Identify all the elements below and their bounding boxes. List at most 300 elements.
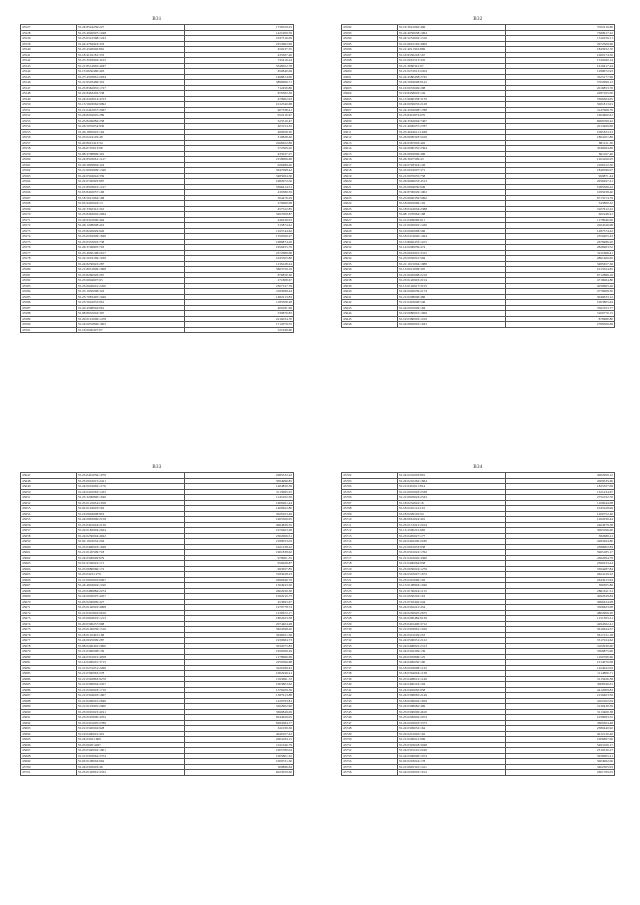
row-id-cell: 45604 — [342, 91, 398, 97]
code-cell: 35.24:4904004:1190 — [76, 583, 185, 589]
value-cell: 479902.93 — [185, 96, 294, 102]
data-table — [20, 24, 294, 333]
row-id-cell: 45637 — [342, 272, 398, 278]
value-cell: 1911046.79 — [185, 742, 294, 748]
value-cell: 1804101.86 — [506, 135, 615, 141]
code-cell: 35.05:9405918:13 — [76, 201, 185, 207]
value-cell: 1530260.14 — [506, 58, 615, 64]
row-id-cell: 45715 — [342, 544, 398, 550]
code-cell: 35.21:0300008:159 — [76, 649, 185, 655]
value-cell: 2751032.70 — [506, 495, 615, 501]
code-cell: 35.24:0306096:1074 — [397, 753, 506, 759]
code-cell: 35.24:6367003:402 — [397, 140, 506, 146]
value-cell: 3183998.44 — [185, 289, 294, 295]
code-cell: 35.25:4326046:891 — [76, 47, 185, 53]
value-cell: 2302006.51 — [185, 533, 294, 539]
code-cell: 35.21:0409060:611 — [397, 217, 506, 223]
row-id-cell: 45615 — [342, 151, 398, 157]
value-cell: 4102102.04 — [506, 698, 615, 704]
row-id-cell: 45589 — [21, 316, 77, 322]
value-cell: 1193691.72 — [185, 676, 294, 682]
code-cell: 35.21:0103905:2960 — [76, 704, 185, 710]
code-cell: 35.25:0680069:172 — [76, 566, 185, 572]
row-id-cell: 45704 — [342, 484, 398, 490]
value-cell: 1845952.70 — [506, 47, 615, 53]
code-cell: 35.25:0224105:48 — [76, 135, 185, 141]
row-id-cell: 45701 — [21, 770, 77, 776]
row-id-cell: 45658 — [21, 533, 77, 539]
row-id-cell: 45555 — [21, 129, 77, 135]
value-cell: 3485657.36 — [506, 261, 615, 267]
value-cell: 2956297.21 — [506, 179, 615, 185]
code-cell: 35.25:0904019:1213 — [76, 616, 185, 622]
value-cell: 2786306.66 — [506, 322, 615, 328]
row-id-cell: 45729 — [342, 621, 398, 627]
value-cell: 4776908.30 — [506, 289, 615, 295]
row-id-cell: 45566 — [21, 190, 77, 196]
row-id-cell: 45646 — [342, 322, 398, 328]
value-cell: 1003805.64 — [506, 300, 615, 306]
code-cell: 35.25:0461059:1079 — [76, 473, 185, 479]
code-cell: 35.19:0904008:819 — [76, 511, 185, 517]
code-cell: 35.15:0108994:1046 — [397, 583, 506, 589]
value-cell: 3046051.36 — [185, 632, 294, 638]
row-id-cell: 45641 — [342, 294, 398, 300]
row-id-cell: 45722 — [342, 583, 398, 589]
code-cell: 35.21:0010002:2538 — [397, 489, 506, 495]
value-cell: 1005780.04 — [185, 748, 294, 754]
row-id-cell: 45633 — [342, 250, 398, 256]
row-id-cell: 45554 — [21, 124, 77, 130]
value-cell: 450237.35 — [185, 47, 294, 53]
code-cell: 35.19:8458003:126 — [397, 91, 506, 97]
code-cell: 35.19:0033049:208 — [397, 85, 506, 91]
row-id-cell: 45681 — [21, 660, 77, 666]
row-id-cell: 45755 — [342, 764, 398, 770]
code-cell: 35.26:6710613:98 — [76, 146, 185, 152]
value-cell: 2389440.92 — [506, 726, 615, 732]
value-cell: 7369917.22 — [506, 30, 615, 36]
row-id-cell: 45677 — [21, 638, 77, 644]
row-id-cell: 45750 — [342, 737, 398, 743]
row-id-cell: 45591 — [21, 327, 77, 333]
value-cell: 460658.30 — [185, 129, 294, 135]
row-id-cell: 45694 — [21, 731, 77, 737]
table-row — [21, 770, 294, 776]
code-cell: 35.26:1208008:416 — [76, 223, 185, 229]
code-cell: 35.13:0013009:305 — [397, 267, 506, 273]
value-cell: 504479.29 — [185, 195, 294, 201]
row-id-cell: 45719 — [342, 566, 398, 572]
code-cell: 35.25:0140093:4998 — [76, 605, 185, 611]
code-cell: 35.25:0490003:1648 — [76, 544, 185, 550]
value-cell: 3396304.05 — [506, 96, 615, 102]
code-cell: 35.24:0963906:2158 — [76, 517, 185, 523]
row-id-cell: 45599 — [342, 63, 398, 69]
value-cell: 1609261.44 — [185, 500, 294, 506]
code-cell: 35.21:9063909:1346 — [76, 168, 185, 174]
row-id-cell: 45745 — [342, 709, 398, 715]
value-cell: 1409622.80 — [185, 506, 294, 512]
row-id-cell: 45684 — [21, 676, 77, 682]
row-id-cell: 45623 — [342, 195, 398, 201]
row-id-cell: 45583 — [21, 283, 77, 289]
value-cell: 6712886.16 — [506, 272, 615, 278]
code-cell: 35.25:0043015:2421 — [76, 478, 185, 484]
row-id-cell: 45693 — [21, 726, 77, 732]
code-cell: 35.25:0200902:2074 — [397, 715, 506, 721]
value-cell: 4294362.41 — [506, 621, 615, 627]
row-id-cell: 45548 — [21, 91, 77, 97]
row-id-cell: 45703 — [342, 478, 398, 484]
row-id-cell: 45608 — [342, 113, 398, 119]
value-cell: 457522.85 — [185, 206, 294, 212]
row-id-cell: 45568 — [21, 201, 77, 207]
value-cell: 2013469.06 — [506, 124, 615, 130]
value-cell: 2259366.68 — [185, 660, 294, 666]
value-cell: 1045228.96 — [506, 506, 615, 512]
value-cell: 2826963.52 — [506, 245, 615, 251]
code-cell: 35.27:4503661:2034 — [76, 74, 185, 80]
value-cell: 3525177.99 — [506, 74, 615, 80]
code-cell: 35.21:0200021:996 — [397, 737, 506, 743]
value-cell: 1045505.86 — [185, 256, 294, 262]
row-id-cell: 45742 — [342, 693, 398, 699]
value-cell: 3008346.61 — [506, 682, 615, 688]
row-id-cell: 45738 — [342, 671, 398, 677]
value-cell: 2601709.03 — [506, 770, 615, 776]
table-b34 — [341, 464, 615, 776]
code-cell: 35.24:0302241:454 — [397, 605, 506, 611]
code-cell: 35.21:0231051:2266 — [76, 665, 185, 671]
code-cell: 35.18:0324004:2388 — [397, 206, 506, 212]
row-id-cell: 45527 — [21, 25, 77, 31]
row-id-cell: 45753 — [342, 753, 398, 759]
value-cell: 1151303.21 — [506, 616, 615, 622]
code-cell: 35.25:0303018:3048 — [397, 742, 506, 748]
value-cell: 1482213.83 — [185, 294, 294, 300]
value-cell: 435037.27 — [185, 151, 294, 157]
row-id-cell: 45582 — [21, 278, 77, 284]
code-cell: 35.24:4580438:2745 — [397, 74, 506, 80]
row-id-cell: 45629 — [342, 228, 398, 234]
row-id-cell: 45547 — [21, 85, 77, 91]
code-cell: 35.24:0010049:184 — [397, 305, 506, 311]
value-cell: 1825357.09 — [506, 484, 615, 490]
row-id-cell: 45737 — [342, 665, 398, 671]
row-id-cell: 45586 — [21, 300, 77, 306]
row-id-cell: 45649 — [21, 484, 77, 490]
row-id-cell: 45594 — [342, 36, 398, 42]
row-id-cell: 45652 — [21, 500, 77, 506]
value-cell: 969871.44 — [506, 173, 615, 179]
code-cell: 35.25:8362935:1727 — [76, 85, 185, 91]
code-cell: 35.21:0272013:2454 — [397, 69, 506, 75]
code-cell: 35.08:1370064:198 — [397, 212, 506, 218]
row-id-cell: 45630 — [342, 234, 398, 240]
value-cell: 521648.60 — [185, 327, 294, 333]
row-id-cell: 45731 — [342, 632, 398, 638]
row-id-cell: 45635 — [342, 261, 398, 267]
row-id-cell: 45590 — [21, 322, 77, 328]
code-cell: 35.21:0303061:1166 — [397, 627, 506, 633]
row-id-cell: 45743 — [342, 698, 398, 704]
code-cell: 35.21:0903024:2543 — [397, 495, 506, 501]
row-id-cell: 45580 — [21, 267, 77, 273]
code-cell: 35.24:0402065:958 — [397, 687, 506, 693]
code-cell: 35.21:0702402:244 — [397, 599, 506, 605]
row-id-cell: 45647 — [21, 473, 77, 479]
code-cell: 35.25:4024011:1648 — [397, 129, 506, 135]
code-cell: 35.21:3060341:67 — [397, 63, 506, 69]
row-id-cell: 45746 — [342, 715, 398, 721]
row-id-cell: 45540 — [21, 47, 77, 53]
row-id-cell: 45699 — [21, 759, 77, 765]
value-cell: 9244629.95 — [185, 715, 294, 721]
row-id-cell: 45756 — [342, 770, 398, 776]
row-id-cell: 45620 — [342, 179, 398, 185]
row-id-cell: 45666 — [21, 577, 77, 583]
code-cell: 35.24:0182904:2624 — [76, 528, 185, 534]
code-cell: 35.19:0080001:1069 — [397, 311, 506, 317]
row-id-cell: 45727 — [342, 610, 398, 616]
code-cell: 35.21:0461957:2067 — [76, 107, 185, 113]
value-cell: 3616644.57 — [506, 627, 615, 633]
row-id-cell: 45544 — [21, 69, 77, 75]
code-cell: 35.24:0032806:1602 — [76, 322, 185, 328]
row-id-cell: 45662 — [21, 555, 77, 561]
row-id-cell: 45545 — [21, 74, 77, 80]
code-cell: 35.23:0410069:192 — [397, 577, 506, 583]
code-cell: 35.23:6040001:2450 — [76, 283, 185, 289]
code-cell: 35.23:0030001:584 — [397, 256, 506, 262]
value-cell: 3046633.12 — [506, 294, 615, 300]
row-id-cell: 45632 — [342, 245, 398, 251]
code-cell: 35.21:0901033:938 — [397, 544, 506, 550]
row-id-cell: 45543 — [21, 63, 77, 69]
row-id-cell: 45562 — [21, 168, 77, 174]
code-cell: 35.23:8220629:926 — [76, 228, 185, 234]
code-cell: 35.25:0340002:1601 — [76, 748, 185, 754]
row-id-cell: 45597 — [342, 52, 398, 58]
code-cell: 35.23:5042033:901 — [76, 300, 185, 306]
code-cell: 35.24:0203003:3373 — [397, 720, 506, 726]
row-id-cell: 45656 — [21, 522, 77, 528]
code-cell: 35.21:8593601:1217 — [76, 184, 185, 190]
code-cell: 35.21:0304003:1667 — [76, 693, 185, 699]
code-cell: 35.25:0301005:2789 — [76, 720, 185, 726]
value-cell: 976901.35 — [185, 555, 294, 561]
value-cell: 4062099.12 — [506, 473, 615, 479]
row-id-cell: 45605 — [342, 96, 398, 102]
row-id-cell: 45689 — [21, 704, 77, 710]
value-cell: 1376209.39 — [185, 687, 294, 693]
code-cell: 35.21:0401011:814 — [397, 484, 506, 490]
row-id-cell: 45565 — [21, 184, 77, 190]
value-cell: 572506.20 — [185, 146, 294, 152]
code-cell: 35.24:0025009:287 — [76, 638, 185, 644]
row-id-cell: 45592 — [342, 25, 398, 31]
code-cell: 35.24:3562004:7467 — [397, 118, 506, 124]
code-cell: 35.14:0400001:3715 — [76, 660, 185, 666]
row-id-cell: 45645 — [342, 316, 398, 322]
value-cell: 3032075.83 — [185, 643, 294, 649]
value-cell: 2016853.70 — [506, 85, 615, 91]
row-id-cell: 45650 — [21, 489, 77, 495]
code-cell: 35.23:8401874:670 — [397, 113, 506, 119]
code-cell: 35.19:0920008:506 — [397, 228, 506, 234]
value-cell: 1739529.25 — [185, 25, 294, 31]
row-id-cell: 45598 — [342, 58, 398, 64]
value-cell: 4964839.35 — [185, 522, 294, 528]
row-id-cell: 45735 — [342, 654, 398, 660]
value-cell: 1262036.44 — [506, 517, 615, 523]
code-cell: 35.24:0305003:46 — [76, 764, 185, 770]
value-cell: 4059665.26 — [506, 283, 615, 289]
code-cell: 35.25:0119034:1058 — [76, 500, 185, 506]
row-id-cell: 45572 — [21, 223, 77, 229]
code-cell: 35.08:8932004:397 — [76, 311, 185, 317]
row-id-cell: 45567 — [21, 195, 77, 201]
value-cell: 1498814.90 — [185, 74, 294, 80]
code-cell: 35.13:2500241:982 — [397, 528, 506, 534]
row-id-cell: 45680 — [21, 654, 77, 660]
row-id-cell: 45716 — [342, 550, 398, 556]
code-cell: 35.21:0300963:278 — [76, 671, 185, 677]
row-id-cell: 45734 — [342, 649, 398, 655]
code-cell: 35.25:3290800:1040 — [76, 495, 185, 501]
row-id-cell: 45690 — [21, 709, 77, 715]
code-cell: 35.23:0120801:4332 — [76, 770, 185, 776]
code-cell: 35.24:0050035:2128 — [397, 102, 506, 108]
code-cell: 35.25:0408012:1149 — [397, 676, 506, 682]
value-cell: 907338.41 — [185, 107, 294, 113]
code-cell: 35.21:0020008:2219 — [397, 272, 506, 278]
value-cell: 5702699.13 — [506, 80, 615, 86]
code-cell: 35.01:0320004:928 — [76, 726, 185, 732]
value-cell: 435307.26 — [185, 52, 294, 58]
value-cell: 1081823.23 — [506, 129, 615, 135]
value-cell: 1901838.62 — [185, 550, 294, 556]
code-cell: 35.25:0491044:2139 — [76, 522, 185, 528]
code-cell: 35.24:0210003:891 — [397, 473, 506, 479]
row-id-cell: 45622 — [342, 190, 398, 196]
value-cell: 3306623.08 — [506, 605, 615, 611]
code-cell: 35.26:3007509:43 — [397, 157, 506, 163]
value-cell: 1230672.17 — [185, 610, 294, 616]
code-cell: 35.24:8700029:1002 — [397, 190, 506, 196]
value-cell: 4012130.40 — [506, 731, 615, 737]
row-id-cell: 45720 — [342, 572, 398, 578]
code-cell: 35.24:0300049:679 — [76, 555, 185, 561]
value-cell: 712450.80 — [185, 85, 294, 91]
value-cell: 1106044.08 — [506, 500, 615, 506]
row-id-cell: 45708 — [342, 506, 398, 512]
row-id-cell: 45612 — [342, 135, 398, 141]
row-id-cell: 45748 — [342, 726, 398, 732]
code-cell: 35.24:0400219:194 — [397, 682, 506, 688]
value-cell: 2602930.30 — [185, 588, 294, 594]
code-cell: 35.25:6263009:1846 — [76, 234, 185, 240]
row-id-cell: 45552 — [21, 113, 77, 119]
code-cell: 35.19:0400001:401 — [76, 731, 185, 737]
value-cell: 430389.59 — [185, 190, 294, 196]
code-cell: 35.19:0380003:1019 — [397, 316, 506, 322]
row-id-cell: 45710 — [342, 517, 398, 523]
value-cell: 3229189.43 — [185, 665, 294, 671]
row-id-cell: 45627 — [342, 217, 398, 223]
row-id-cell: 45714 — [342, 539, 398, 545]
code-cell: 35.22:3392341:310 — [76, 206, 185, 212]
row-id-cell: 45643 — [342, 305, 398, 311]
code-cell: 35.14:0200059:474 — [397, 245, 506, 251]
row-id-cell: 45558 — [21, 146, 77, 152]
row-id-cell: 45711 — [342, 522, 398, 528]
value-cell: 1350566.27 — [185, 234, 294, 240]
row-id-cell: 45595 — [342, 41, 398, 47]
table-row — [21, 327, 294, 333]
value-cell: 5001813.91 — [506, 102, 615, 108]
value-cell: 1062949.21 — [185, 671, 294, 677]
value-cell: 681121.30 — [506, 140, 615, 146]
value-cell: 6713174.79 — [506, 195, 615, 201]
value-cell: 1220793.81 — [185, 698, 294, 704]
value-cell: 3160770.15 — [506, 311, 615, 317]
code-cell: 35.24:0302:1669 — [76, 737, 185, 743]
code-cell: 35.08:0200402:2900 — [76, 643, 185, 649]
value-cell: 1421909.59 — [185, 30, 294, 36]
code-cell: 35.25:8246082:258 — [76, 118, 185, 124]
row-id-cell: 45642 — [342, 300, 398, 306]
row-id-cell: 45688 — [21, 698, 77, 704]
value-cell: 1070403.28 — [185, 528, 294, 534]
code-cell: 35.25:0423:1279 — [76, 572, 185, 578]
row-id-cell: 45667 — [21, 583, 77, 589]
value-cell: 315874.61 — [185, 223, 294, 229]
code-cell: 35.24:5994008:6122 — [397, 80, 506, 86]
table-title: B31 — [152, 17, 162, 22]
row-id-cell: 45744 — [342, 704, 398, 710]
value-cell: 611039.36 — [185, 726, 294, 732]
value-cell: 3107912.22 — [506, 206, 615, 212]
value-cell: 3317224.62 — [506, 638, 615, 644]
code-cell: 35.24:0301001:4058 — [76, 654, 185, 660]
code-cell: 35.23:0203000:4702 — [76, 715, 185, 721]
row-id-cell: 45676 — [21, 632, 77, 638]
value-cell: 1013524.65 — [506, 267, 615, 273]
value-cell: 3004962.06 — [506, 759, 615, 765]
row-id-cell: 45571 — [21, 217, 77, 223]
code-cell: 35.21:0202003:1719 — [76, 687, 185, 693]
code-cell: 35.15:6650460:403 — [76, 69, 185, 75]
value-cell: 440236.03 — [185, 217, 294, 223]
code-cell: 35.20:0305806:125 — [397, 654, 506, 660]
row-id-cell: 45609 — [342, 118, 398, 124]
value-cell: 3690849.09 — [185, 709, 294, 715]
value-cell: 1387913.88 — [185, 693, 294, 699]
value-cell: 1956599.29 — [185, 649, 294, 655]
value-cell: 6906769.22 — [506, 118, 615, 124]
code-cell: 35.24:0019065:1176 — [76, 484, 185, 490]
value-cell: 1956455.79 — [185, 245, 294, 251]
value-cell: 1195744.62 — [185, 228, 294, 234]
row-id-cell: 45696 — [21, 742, 77, 748]
code-cell: 35.21:0403006:546 — [397, 300, 506, 306]
code-cell: 35.23:0405027:177 — [397, 533, 506, 539]
row-id-cell: 45730 — [342, 627, 398, 633]
value-cell: 3048284.66 — [506, 146, 615, 152]
value-cell: 1298972.93 — [506, 69, 615, 75]
